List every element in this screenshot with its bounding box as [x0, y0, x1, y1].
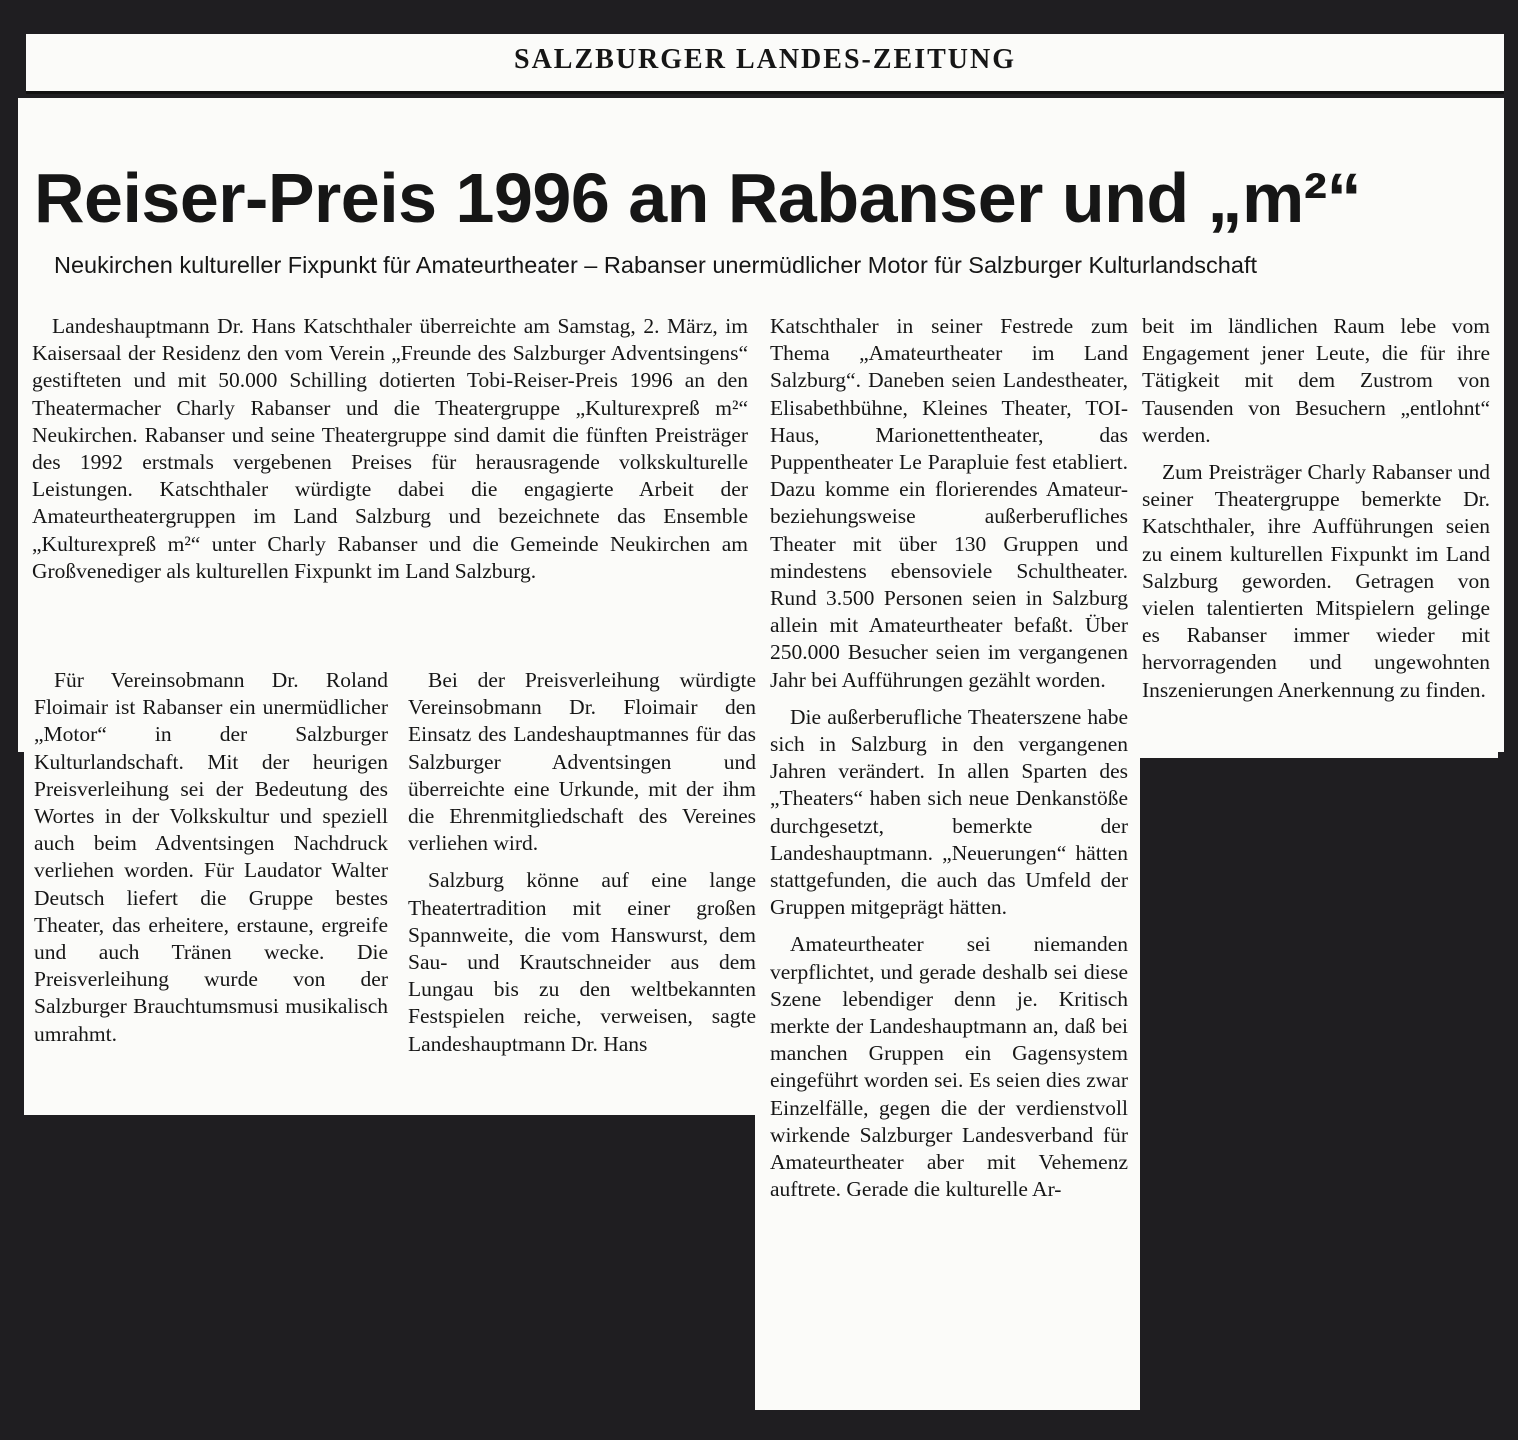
paragraph: Bei der Preisverleihung würdigte Vereinsobmann Dr. Floimair den Einsatz des Landeshauptmannes für das Salzburger Adventsingen und überreichte eine Urkunde, mit der ihm die Ehrenmitgliedschaft des Vereines verliehen wird.	[408, 668, 756, 856]
lead-paragraph: Landeshauptmann Dr. Hans Katschthaler überreichte am Samstag, 2. März, im Kaisersaal der Residenz den vom Verein „Freunde des Salzburger Adventsingens“ gestifteten und mit 50.000 Schilling dotierten Tobi-Reiser-Preis 1996 an den Theatermacher Charly Rabanser und die Theatergruppe „Kulturexpreß m²“ Neukirchen. Rabanser und seine Theatergruppe sind damit die fünften Preisträger des 1992 erstmals vergebenen Preises für herausragende volkskulturelle Leistungen. Katschthaler würdigte dabei die engagierte Arbeit der Amateurtheatergruppen im Land Salzburg und bezeichnete das Ensemble „Kulturexpreß m²“ unter Charly Rabanser und die Gemeinde Neukirchen am Großvenediger als kulturellen Fixpunkt im Land Salzburg.	[32, 314, 748, 583]
paragraph: Zum Preisträger Charly Rabanser und seiner Theatergruppe bemerkte Dr. Katschthaler, ihre Aufführungen seien zu einem kulturellen Fixpunkt im Land Salzburg geworden. Getragen von vielen talentierten Mitspielern gelinge es Rabanser immer wieder mit hervorragenden und ungewohnten Inszenierungen Anerkennung zu finden.	[1142, 460, 1490, 702]
paragraph: Die außerberufliche Theaterszene habe sich in Salzburg in den vergangenen Jahren verändert. In allen Sparten des „Theaters“ haben sich neue Denkanstöße durchgesetzt, bemerkte der Landeshauptmann. „Neuerungen“ hätten stattgefunden, die auch das Umfeld der Gruppen mitgeprägt hätten.	[770, 704, 1128, 920]
paragraph: Für Vereinsobmann Dr. Roland Floimair ist Rabanser ein unermüdlicher „Motor“ in der Salzburger Kulturlandschaft. Mit der heurigen Preisverleihung sei der Bedeutung des Wortes in der Volkskultur und speziell auch beim Adventsingen Nachdruck verliehen worden. Für Laudator Walter Deutsch liefert die Gruppe bestes Theater, das erheitere, erstaune, ergreife und auch Tränen wecke. Die Preisverleihung wurde von der Salzburger Brauchtumsmusi musikalisch umrahmt.	[34, 668, 388, 1046]
masthead-rule	[26, 91, 1504, 94]
paragraph: beit im ländlichen Raum lebe vom Engagement jener Leute, die für ihre Tätigkeit mit dem Zustrom von Tausenden von Besuchern „entlohnt“ werden.	[1142, 314, 1490, 447]
column-2	[408, 667, 756, 1058]
paragraph: Salzburg könne auf eine lange Theatertradition mit einer großen Spannweite, die vom Hanswurst, dem Sau- und Krautschneider aus dem Lungau bis zu den weltbekannten Festspielen reiche, verweisen, sagte Landeshauptmann Dr. Hans	[408, 868, 756, 1056]
column-1	[34, 667, 388, 1048]
lead-paragraph-block	[32, 313, 748, 585]
article-headline: Reiser-Preis 1996 an Rabanser und „m²“	[34, 159, 1362, 237]
paragraph: Amateurtheater sei niemanden verpflichtet, und gerade deshalb sei diese Szene lebendiger denn je. Kritisch merkte der Landeshauptmann an, daß bei manchen Gruppen ein Gagensystem eingeführt worden sei. Es seien dies zwar Einzelfälle, gegen die der verdienstvoll wirkende Salzburger Landesverband für Amateurtheater aber mit Vehemenz auftrete. Gerade die kulturelle Ar-	[770, 932, 1128, 1202]
masthead-strip	[26, 34, 1504, 94]
article-lower-right-clipping	[1140, 748, 1498, 758]
column-4	[1142, 313, 1490, 704]
newspaper-name: SALZBURGER LANDES-ZEITUNG	[514, 44, 1016, 75]
column-3	[770, 313, 1128, 1204]
paragraph: Katschthaler in seiner Festrede zum Thema „Amateurtheater im Land Salzburg“. Daneben seien Landestheater, Elisabethbühne, Kleines Theater, TOI-Haus, Marionettentheater, das Puppentheater Le Parapluie fest etabliert. Dazu komme ein florierendes Amateur- beziehungsweise außerberufliches Theater mit über 130 Gruppen und mindestens ebensoviele Schultheater. Rund 3.500 Personen seien in Salzburg allein mit Amateurtheater befaßt. Über 250.000 Besucher seien im vergangenen Jahr bei Aufführungen gezählt worden.	[770, 314, 1128, 692]
article-subheadline: Neukirchen kultureller Fixpunkt für Amateurtheater – Rabanser unermüdlicher Motor für Salzburger Kulturlandschaft	[54, 252, 1257, 278]
